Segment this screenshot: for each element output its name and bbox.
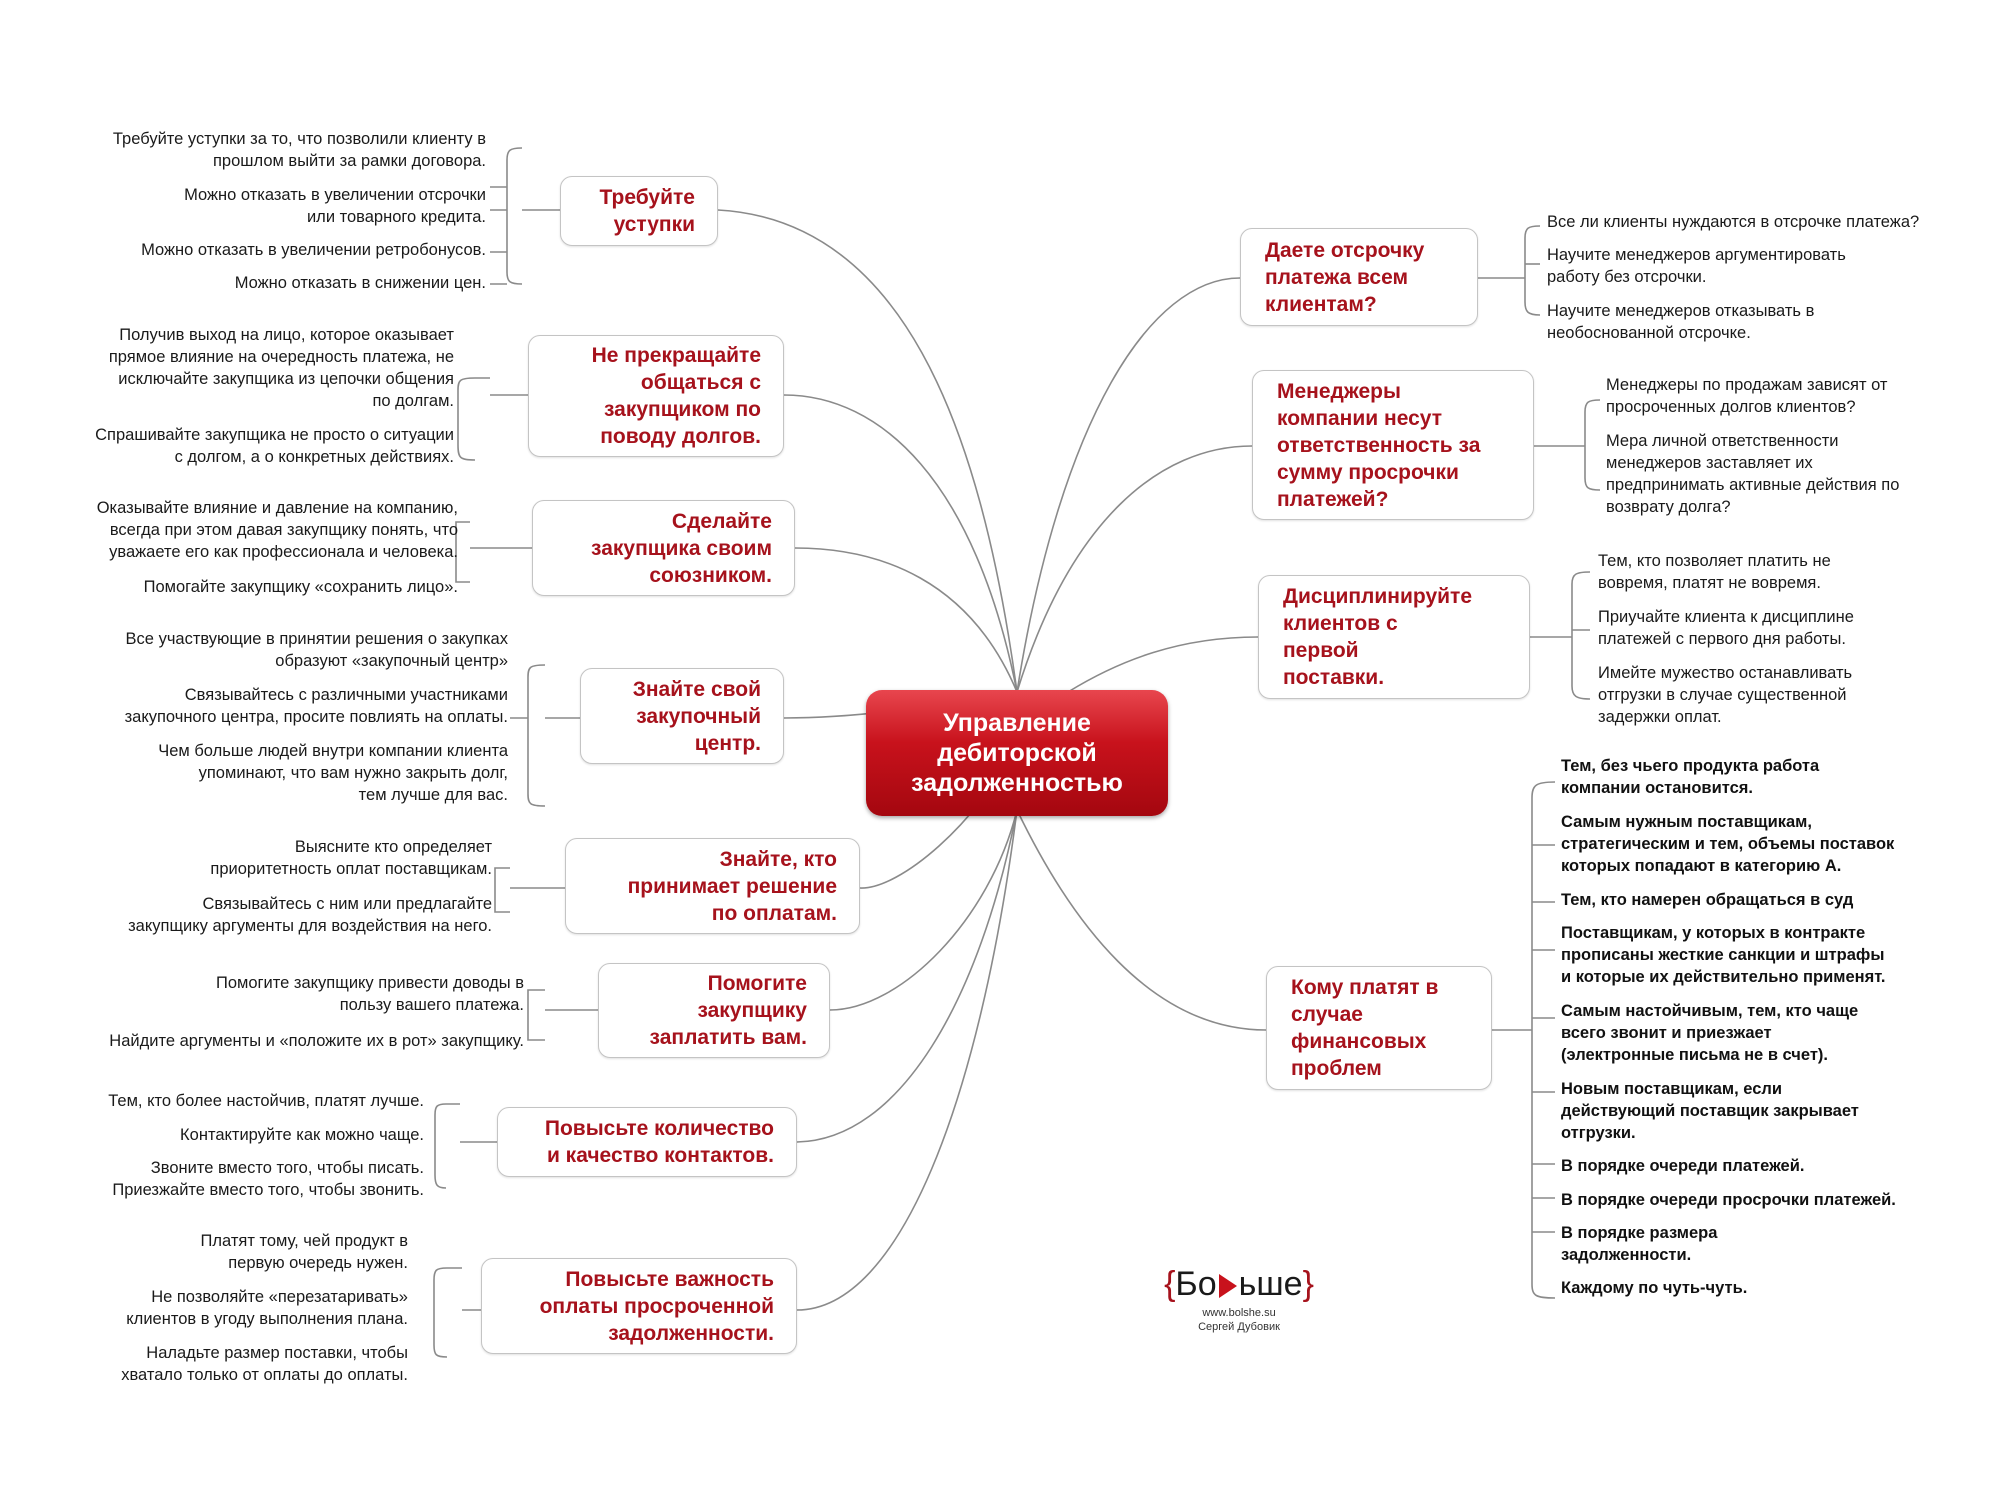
leaf-text: Самым настойчивым, тем, кто чаще всего звонит и приезжает (электронные письма не в счет). — [1561, 1002, 1859, 1064]
leaf-text: Менеджеры по продажам зависят от просроченных долгов клиентов? — [1606, 376, 1888, 416]
branch-demand-concessions[interactable]: Требуйте уступки — [560, 176, 718, 246]
leaf-text: Все участвующие в принятии решения о закупках образуют «закупочный центр» — [125, 630, 508, 670]
leaf-text: Получив выход на лицо, которое оказывает прямое влияние на очередность платежа, не исключайте закупщика из цепочки общения по долгам. — [108, 326, 454, 410]
leaf-text: Оказывайте влияние и давление на компанию, всегда при этом давая закупщику понять, что уважаете его как профессионала и человека. — [96, 499, 458, 561]
leaf-text: В порядке очереди платежей. — [1561, 1157, 1805, 1175]
branch-keep-talking[interactable]: Не прекращайте общаться с закупщиком по поводу долгов. — [528, 335, 784, 457]
central-topic[interactable]: Управление дебиторской задолженностью — [866, 690, 1168, 816]
leaf-text: Помогите закупщику привести доводы в пользу вашего платежа. — [215, 974, 524, 1014]
branch-who-gets-paid[interactable]: Кому платят в случае финансовых проблем — [1266, 966, 1492, 1090]
leaf-text: Научите менеджеров отказывать в необоснованной отсрочке. — [1547, 302, 1815, 342]
leaf-text: Имейте мужество останавливать отгрузки в случае существенной задержки оплат. — [1598, 664, 1853, 726]
branch-managers-responsible[interactable]: Менеджеры компании несут ответственность за сумму просрочки платежей? — [1252, 370, 1534, 520]
leaf-text: Можно отказать в снижении цен. — [234, 274, 486, 292]
leaf-text: Можно отказать в увеличении отсрочки или товарного кредита. — [184, 186, 486, 226]
leaf-text: Мера личной ответственности менеджеров заставляет их предпринимать активные действия по возврату долга? — [1606, 432, 1900, 516]
branch-discipline[interactable]: Дисциплинируйте клиентов с первой поставки. — [1258, 575, 1530, 699]
leaf-text: Связывайтесь с различными участниками закупочного центра, просите повлиять на оплаты. — [124, 686, 508, 726]
branch-contacts[interactable]: Повысьте количество и качество контактов. — [497, 1107, 797, 1177]
leaf-text: Каждому по чуть-чуть. — [1561, 1279, 1748, 1297]
leaf-text: Поставщикам, у которых в контракте прописаны жесткие санкции и штрафы и которые их действительно применят. — [1561, 924, 1886, 986]
arrow-icon — [1219, 1274, 1237, 1298]
leaf-text: Чем больше людей внутри компании клиента упоминают, что вам нужно закрыть долг, тем лучше для вас. — [158, 742, 508, 804]
leaf-text: Связывайтесь с ним или предлагайте закупщику аргументы для воздействия на него. — [128, 895, 492, 935]
leaf-text: Тем, кто намерен обращаться в суд — [1561, 891, 1854, 909]
branch-importance[interactable]: Повысьте важность оплаты просроченной задолженности. — [481, 1258, 797, 1354]
leaf-text: Платят тому, чей продукт в первую очередь нужен. — [200, 1232, 408, 1272]
brand-author: Сергей Дубовик — [1198, 1321, 1280, 1333]
branch-help-buyer[interactable]: Помогите закупщику заплатить вам. — [598, 963, 830, 1058]
leaf-text: Новым поставщикам, если действующий поставщик закрывает отгрузки. — [1561, 1080, 1859, 1142]
leaf-text: Тем, кто позволяет платить не вовремя, платят не вовремя. — [1598, 552, 1831, 592]
leaf-text: Спрашивайте закупщика не просто о ситуации с долгом, а о конкретных действиях. — [95, 426, 454, 466]
leaf-text: Тем, без чьего продукта работа компании остановится. — [1561, 757, 1820, 797]
leaf-text: Требуйте уступки за то, что позволили клиенту в прошлом выйти за рамки договора. — [112, 130, 486, 170]
leaf-text: Приучайте клиента к дисциплине платежей с первого дня работы. — [1598, 608, 1854, 648]
leaf-text: Контактируйте как можно чаще. — [180, 1126, 424, 1144]
leaf-text: Все ли клиенты нуждаются в отсрочке платежа? — [1547, 213, 1920, 231]
leaf-text: Тем, кто более настойчив, платят лучше. — [108, 1092, 424, 1110]
leaf-text: В порядке размера задолженности. — [1561, 1224, 1718, 1264]
branch-decision-maker[interactable]: Знайте, кто принимает решение по оплатам. — [565, 838, 860, 934]
leaf-text: Не позволяйте «перезатаривать» клиентов в угоду выполнения плана. — [126, 1288, 408, 1328]
branch-deferral-all[interactable]: Даете отсрочку платежа всем клиентам? — [1240, 228, 1478, 326]
leaf-text: Наладьте размер поставки, чтобы хватало только от оплаты до оплаты. — [121, 1344, 408, 1384]
leaf-text: Выясните кто определяет приоритетность оплат поставщикам. — [210, 838, 492, 878]
branch-purchasing-center[interactable]: Знайте свой закупочный центр. — [580, 668, 784, 764]
leaf-text: В порядке очереди просрочки платежей. — [1561, 1191, 1896, 1209]
branch-make-ally[interactable]: Сделайте закупщика своим союзником. — [532, 500, 795, 596]
leaf-text: Самым нужным поставщикам, стратегическим и тем, объемы поставок которых попадают в категорию А. — [1561, 813, 1895, 875]
brand-url: www.bolshe.su — [1202, 1307, 1276, 1319]
leaf-text: Звоните вместо того, чтобы писать. Приезжайте вместо того, чтобы звонить. — [112, 1159, 424, 1199]
brand-logo: {Бо ьше} — [1164, 1265, 1314, 1303]
leaf-text: Можно отказать в увеличении ретробонусов. — [141, 241, 486, 259]
brand-logo-block — [1154, 1262, 1324, 1342]
leaf-text: Научите менеджеров аргументировать работу без отсрочки. — [1547, 246, 1846, 286]
leaf-text: Найдите аргументы и «положите их в рот» закупщику. — [109, 1032, 524, 1050]
leaf-text: Помогайте закупщику «сохранить лицо». — [143, 578, 458, 596]
